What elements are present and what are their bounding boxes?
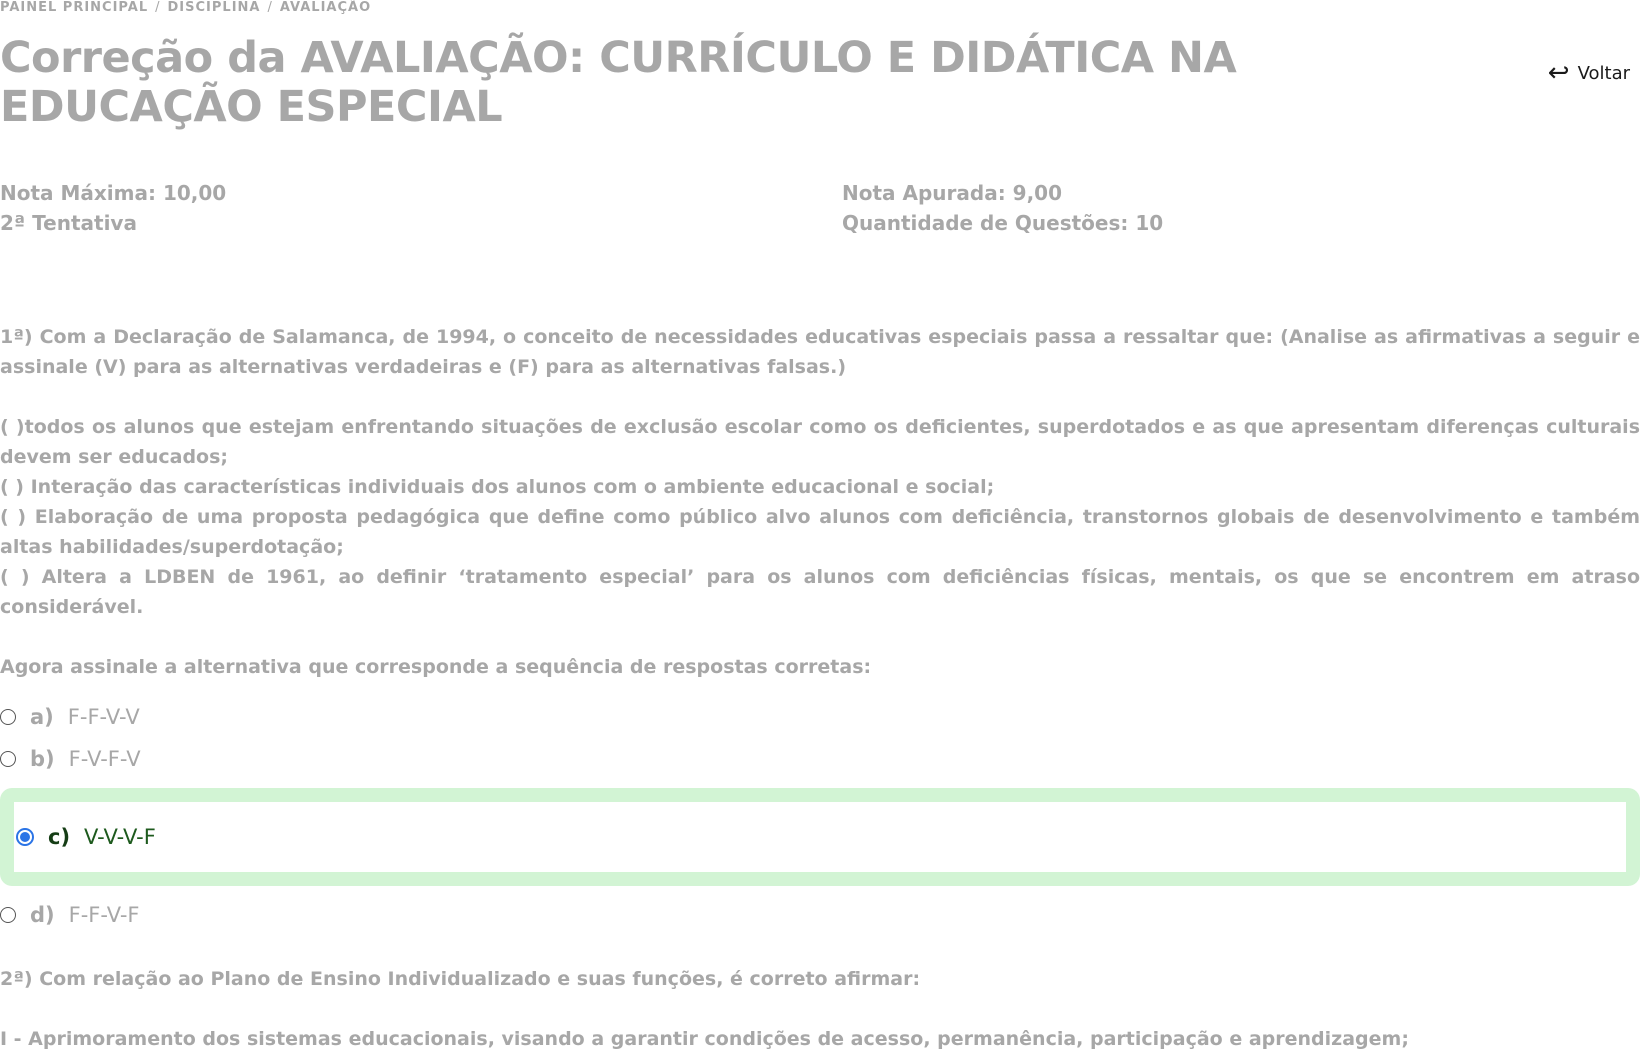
option-letter: b) bbox=[30, 747, 55, 771]
question-count: Quantidade de Questões: 10 bbox=[842, 211, 1164, 235]
breadcrumb bbox=[0, 0, 371, 15]
option-d[interactable] bbox=[0, 900, 140, 930]
radio-checked-icon[interactable] bbox=[16, 828, 34, 846]
option-text: F-V-F-V bbox=[68, 747, 141, 771]
back-button-label: Voltar bbox=[1577, 62, 1630, 84]
question-1-instruction: Agora assinale a alternativa que corresponde a sequência de respostas corretas: bbox=[0, 656, 872, 678]
back-button[interactable] bbox=[1548, 60, 1630, 86]
correct-answer-highlight bbox=[0, 788, 1640, 886]
breadcrumb-item-painel[interactable]: PAINEL PRINCIPAL bbox=[0, 0, 149, 15]
meta-left bbox=[0, 178, 226, 238]
attempt-number: 2ª Tentativa bbox=[0, 211, 137, 235]
breadcrumb-item-disciplina[interactable]: DISCIPLINA bbox=[167, 0, 261, 15]
grade-obtained: Nota Apurada: 9,00 bbox=[842, 181, 1063, 205]
statement-item: ( ) Altera a LDBEN de 1961, ao definir ‘tratamento especial’ para os alunos com deficiências físicas, mentais, os que se encontrem em atraso considerável. bbox=[0, 566, 1640, 618]
statement-item: ( ) Elaboração de uma proposta pedagógica que define como público alvo alunos com deficiência, transtornos globais de desenvolvimento e também altas habilidades/superdotação; bbox=[0, 506, 1640, 558]
question-1-statements bbox=[0, 412, 1640, 622]
breadcrumb-separator: / bbox=[267, 0, 273, 15]
statement-item: ( )todos os alunos que estejam enfrentando situações de exclusão escolar como os deficientes, superdotados e as que apresentam diferenças culturais devem ser educados; bbox=[0, 416, 1640, 468]
option-b[interactable] bbox=[0, 744, 141, 774]
statement-item: ( ) Interação das características individuais dos alunos com o ambiente educacional e social; bbox=[0, 476, 995, 498]
option-letter: a) bbox=[30, 705, 54, 729]
max-grade: Nota Máxima: 10,00 bbox=[0, 181, 227, 205]
question-1-stem bbox=[0, 322, 1640, 382]
question-2-stem: 2ª) Com relação ao Plano de Ensino Individualizado e suas funções, é correto afirmar: bbox=[0, 968, 921, 990]
option-letter: c) bbox=[48, 825, 71, 849]
page-title: Correção da AVALIAÇÃO: CURRÍCULO E DIDÁTICA NA EDUCAÇÃO ESPECIAL bbox=[0, 33, 1237, 132]
meta-right bbox=[842, 178, 1163, 238]
breadcrumb-item-avaliacao[interactable]: AVALIAÇÃO bbox=[279, 0, 372, 15]
radio-unchecked-icon[interactable] bbox=[0, 751, 16, 767]
return-arrow-icon: ↩ bbox=[1547, 58, 1570, 88]
question-1-text: 1ª) Com a Declaração de Salamanca, de 1994, o conceito de necessidades educativas especiais passa a ressaltar que: (Analise as afirmativas a seguir e assinale (V) para as alternativas verdadeiras e (F) para as alternativas falsas.) bbox=[0, 326, 1640, 378]
option-letter: d) bbox=[30, 903, 55, 927]
option-c[interactable] bbox=[16, 822, 156, 852]
option-text: F-F-V-F bbox=[68, 903, 140, 927]
radio-unchecked-icon[interactable] bbox=[0, 907, 16, 923]
statement-item: I - Aprimoramento dos sistemas educacionais, visando a garantir condições de acesso, permanência, participação e aprendizagem; bbox=[0, 1028, 1409, 1050]
breadcrumb-separator: / bbox=[155, 0, 161, 15]
option-a[interactable] bbox=[0, 702, 140, 732]
option-text: F-F-V-V bbox=[67, 705, 140, 729]
option-text: V-V-V-F bbox=[84, 825, 156, 849]
radio-unchecked-icon[interactable] bbox=[0, 709, 16, 725]
